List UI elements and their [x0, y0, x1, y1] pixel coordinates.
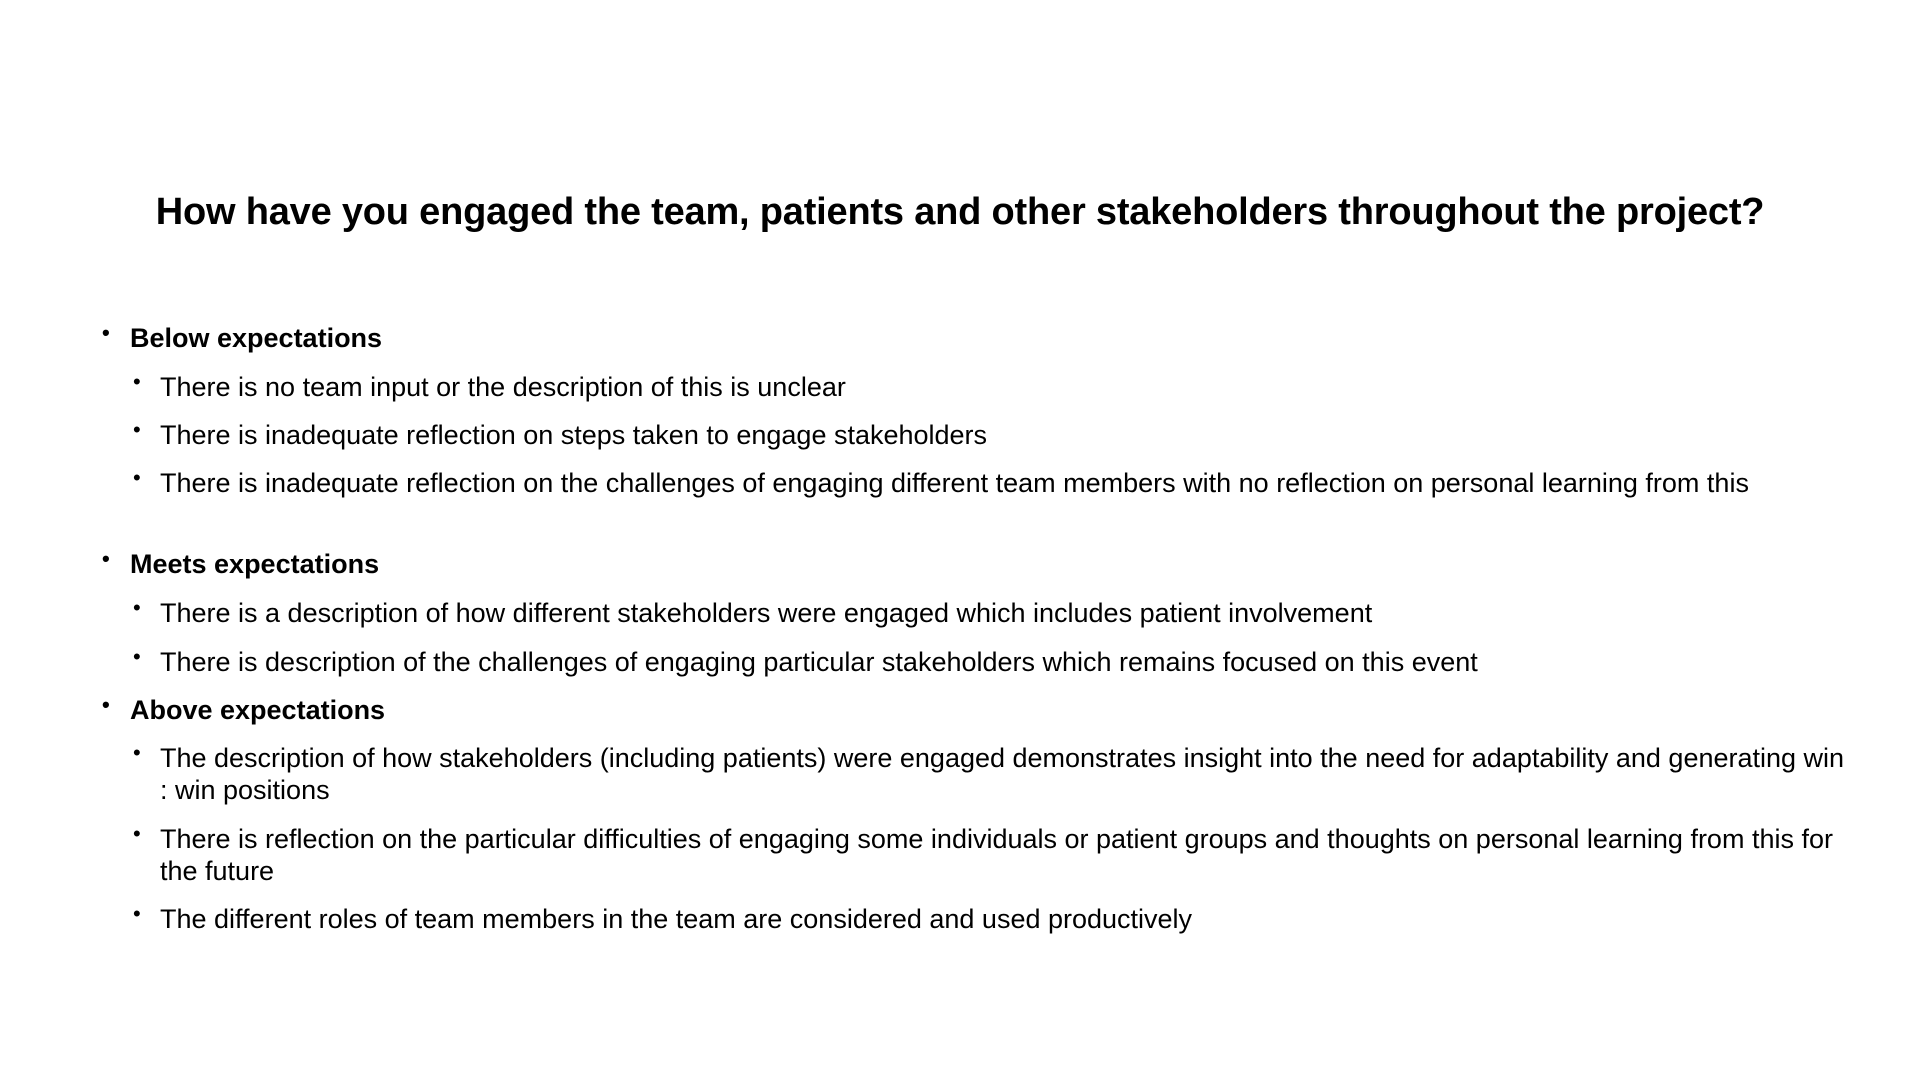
list-item — [133, 740, 1850, 806]
list-item — [133, 595, 1850, 629]
bullet-icon: • — [102, 546, 110, 571]
section-heading-above — [102, 692, 386, 726]
bullet-icon: • — [102, 320, 110, 345]
list-item-text: There is a description of how different stakeholders were engaged which includes patient involvement — [160, 598, 1373, 628]
section-heading-meets — [102, 546, 380, 580]
list-item-text: The description of how stakeholders (including patients) were engaged demonstrates insight into the need for adaptability and generating win : win positions — [160, 743, 1845, 805]
bullet-icon: • — [133, 417, 141, 442]
section-heading-label: Above expectations — [130, 695, 386, 725]
list-item-text: The different roles of team members in the team are considered and used productively — [160, 904, 1193, 934]
list-item — [133, 644, 1850, 678]
section-heading-below — [102, 320, 383, 354]
slide-title: How have you engaged the team, patients and other stakeholders throughout the project? — [155, 191, 1765, 233]
list-item-text: There is no team input or the description of this is unclear — [160, 372, 846, 402]
list-item — [133, 369, 1850, 403]
bullet-icon: • — [133, 465, 141, 490]
list-item — [133, 417, 1850, 451]
list-item — [133, 821, 1850, 887]
bullet-icon: • — [133, 740, 141, 765]
bullet-icon: • — [102, 692, 110, 717]
list-item-text: There is inadequate reflection on the challenges of engaging different team members with no reflection on personal learning from this — [160, 468, 1749, 498]
section-heading-label: Below expectations — [130, 323, 383, 353]
bullet-icon: • — [133, 821, 141, 846]
bullet-icon: • — [133, 595, 141, 620]
list-item-text: There is inadequate reflection on steps taken to engage stakeholders — [160, 420, 988, 450]
bullet-icon: • — [133, 644, 141, 669]
bullet-icon: • — [133, 369, 141, 394]
list-item — [133, 901, 1850, 935]
list-item-text: There is description of the challenges of engaging particular stakeholders which remains focused on this event — [160, 647, 1478, 677]
list-item-text: There is reflection on the particular difficulties of engaging some individuals or patient groups and thoughts on personal learning from this for the future — [160, 824, 1833, 886]
section-heading-label: Meets expectations — [130, 549, 380, 579]
list-item — [133, 465, 1850, 499]
bullet-icon: • — [133, 901, 141, 926]
